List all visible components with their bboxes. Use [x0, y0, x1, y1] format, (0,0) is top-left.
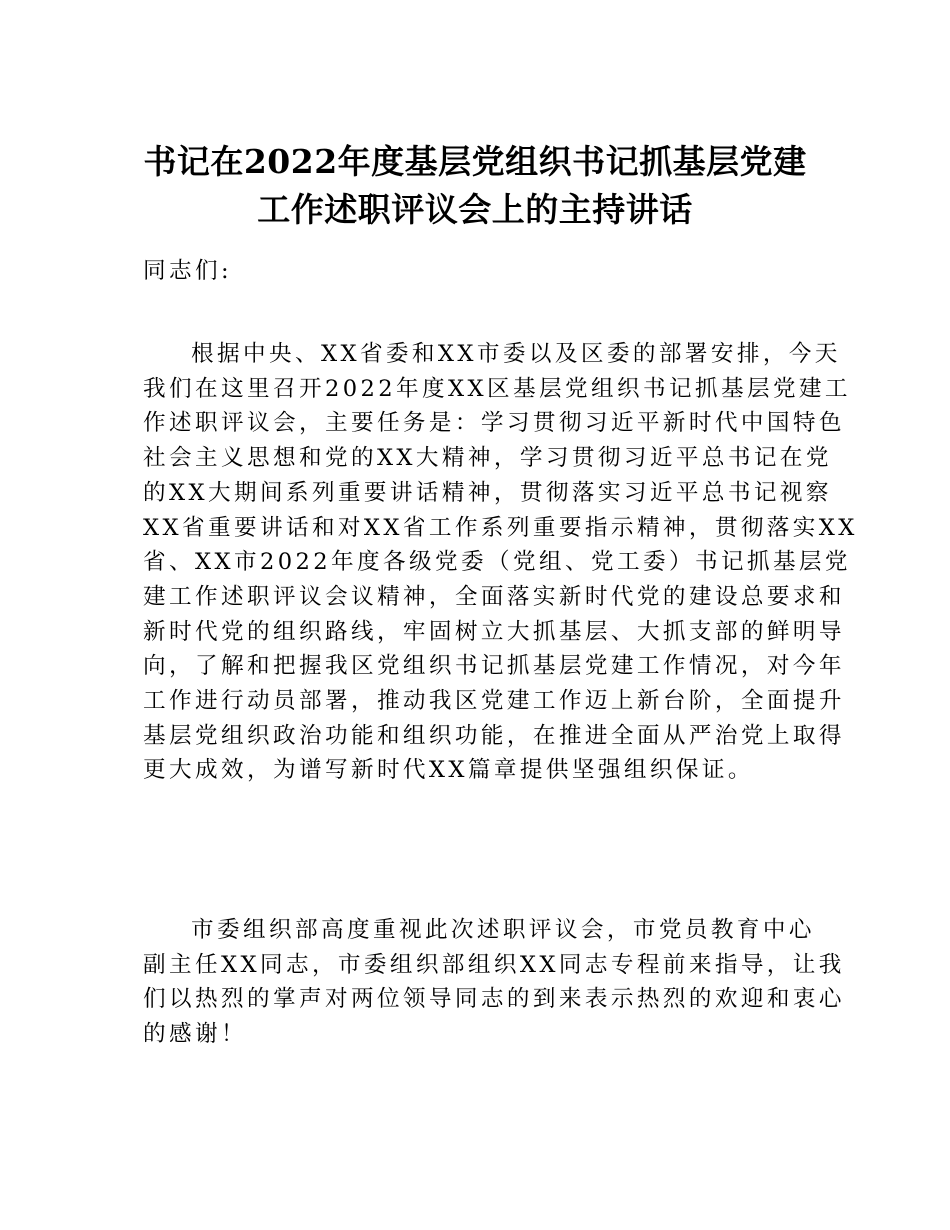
salutation: 同志们: [143, 258, 232, 284]
paragraph-1-line: 新时代党的组织路线，牢固树立大抓基层、大抓支部的鲜明导 [143, 618, 845, 645]
paragraph-2-line: 副主任XX同志，市委组织部组织XX同志专程前来指导，让我 [143, 951, 845, 978]
paragraph-2 [143, 913, 845, 1052]
paragraph-1-line: 更大成效，为谱写新时代XX篇章提供坚强组织保证。 [143, 757, 754, 784]
paragraph-1-line: 基层党组织政治功能和组织功能，在推进全面从严治党上取得 [143, 722, 845, 749]
paragraph-1-line: 我们在这里召开2022年度XX区基层党组织书记抓基层党建工 [143, 375, 851, 402]
title-line-2: 工作述职评议会上的主持讲话 [257, 190, 693, 229]
paragraph-1-line: 省、XX市2022年度各级党委（党组、党工委）书记抓基层党 [143, 549, 851, 576]
paragraph-2-line: 们以热烈的掌声对两位领导同志的到来表示热烈的欢迎和衷心 [143, 986, 845, 1013]
paragraph-1-line: 建工作述职评议会议精神，全面落实新时代党的建设总要求和 [143, 583, 845, 610]
paragraph-2-line: 市委组织部高度重视此次述职评议会，市党员教育中心 [191, 917, 815, 943]
paragraph-1 [143, 337, 858, 788]
document-title [120, 138, 830, 234]
paragraph-1-line: 作述职评议会，主要任务是：学习贯彻习近平新时代中国特色 [143, 410, 845, 437]
paragraph-2-line: 的感谢！ [143, 1021, 247, 1048]
paragraph-1-line: 工作进行动员部署，推动我区党建工作迈上新台阶，全面提升 [143, 688, 845, 715]
paragraph-1-line: 根据中央、XX省委和XX市委以及区委的部署安排，今天 [191, 341, 841, 367]
paragraph-1-line: 社会主义思想和党的XX大精神，学习贯彻习近平总书记在党 [143, 445, 832, 472]
title-line-1: 书记在2022年度基层党组织书记抓基层党建 [143, 142, 807, 181]
paragraph-1-line: 向，了解和把握我区党组织书记抓基层党建工作情况，对今年 [143, 653, 845, 680]
paragraph-1-line: XX省重要讲话和对XX省工作系列重要指示精神，贯彻落实XX [143, 514, 858, 541]
paragraph-1-line: 的XX大期间系列重要讲话精神，贯彻落实习近平总书记视察 [143, 479, 832, 506]
